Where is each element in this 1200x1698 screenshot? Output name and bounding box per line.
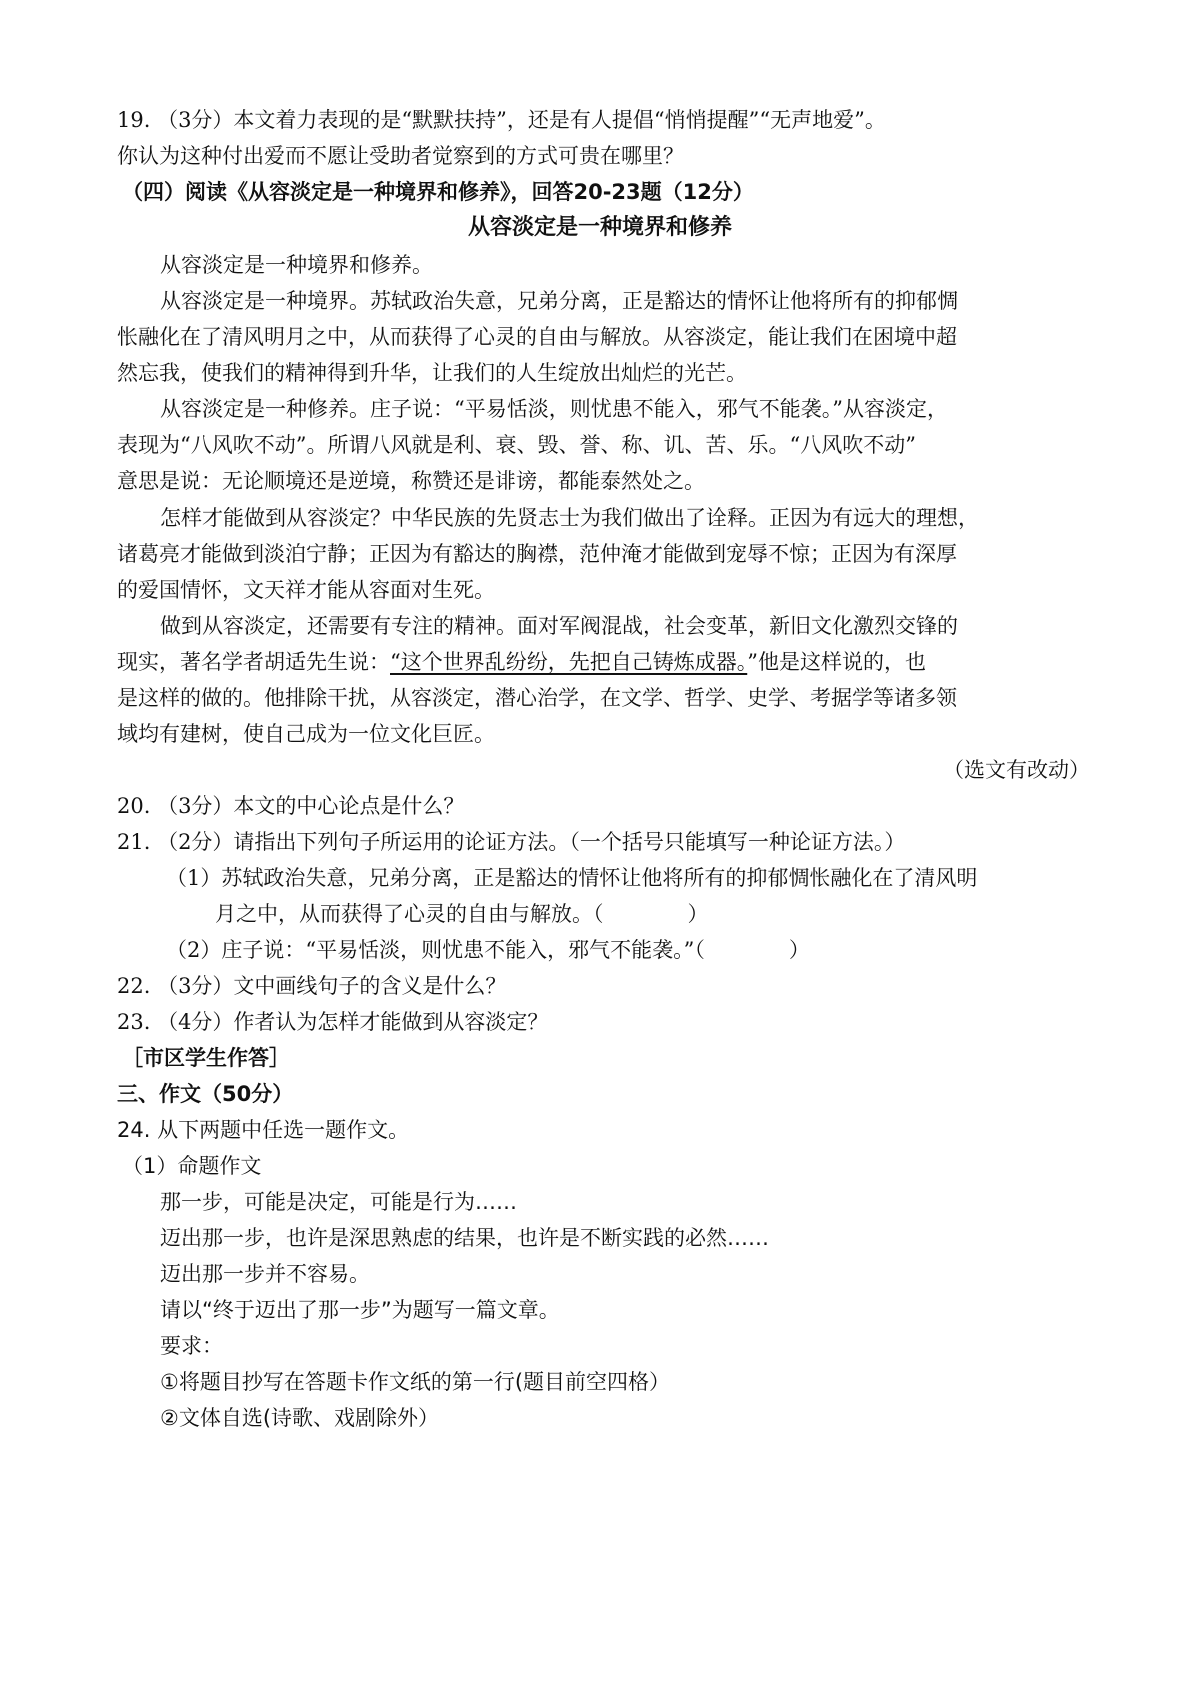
question-24: 24. 从下两题中任选一题作文。 — [117, 1118, 410, 1142]
article-paragraph-3-line-1: 从容淡定是一种修养。庄子说：“平易恬淡，则忧患不能入，邪气不能袭。”从容淡定， — [160, 397, 948, 421]
article-paragraph-2-line-1: 从容淡定是一种境界。苏轼政治失意，兄弟分离，正是豁达的情怀让他将所有的抑郁惆 — [160, 289, 958, 313]
question-19-line-2: 你认为这种付出爱而不愿让受助者觉察到的方式可贵在哪里？ — [117, 144, 684, 168]
essay-prompt-line-2: 迈出那一步，也许是深思熟虑的结果，也许是不断实践的必然…… — [160, 1226, 769, 1250]
requirements-label: 要求： — [160, 1334, 223, 1358]
article-paragraph-5-line-3: 是这样的做的。他排除干扰，从容淡定，潜心治学，在文学、哲学、史学、考据学等诸多领 — [117, 686, 957, 710]
question-21-item-1-line-2: 月之中，从而获得了心灵的自由与解放。（ ） — [215, 902, 709, 926]
paragraph-5-text-before-quote: 现实，著名学者胡适先生说： — [117, 650, 390, 674]
article-paragraph-1: 从容淡定是一种境界和修养。 — [160, 253, 433, 277]
source-note: （选文有改动） — [943, 758, 1090, 782]
question-19-line-1: 19. （3分）本文着力表现的是“默默扶持”，还是有人提倡“悄悄提醒”“无声地爱”。 — [117, 108, 886, 132]
city-students-label: ［市区学生作答］ — [122, 1046, 290, 1070]
question-21-item-1-line-1: （1）苏轼政治失意，兄弟分离，正是豁达的情怀让他将所有的抑郁惆怅融化在了清风明 — [166, 866, 978, 890]
article-paragraph-3-line-2: 表现为“八风吹不动”。所谓八风就是利、衰、毁、誉、称、讥、苦、乐。“八风吹不动” — [117, 433, 916, 457]
article-paragraph-5-line-2 — [117, 647, 1097, 677]
article-paragraph-3-line-3: 意思是说：无论顺境还是逆境，称赞还是诽谤，都能泰然处之。 — [117, 469, 705, 493]
essay-prompt-line-1: 那一步，可能是决定，可能是行为…… — [160, 1190, 517, 1214]
article-paragraph-4-line-1: 怎样才能做到从容淡定？中华民族的先贤志士为我们做出了诠释。正因为有远大的理想， — [160, 506, 979, 530]
question-21-item-2: （2）庄子说：“平易恬淡，则忧患不能入，邪气不能袭。”（ ） — [166, 938, 810, 962]
essay-prompt-line-4: 请以“终于迈出了那一步”为题写一篇文章。 — [160, 1298, 560, 1322]
article-paragraph-4-line-3: 的爱国情怀，文天祥才能从容面对生死。 — [117, 578, 495, 602]
section-3-heading: 三、作文（50分） — [117, 1082, 294, 1106]
article-paragraph-2-line-3: 然忘我，使我们的精神得到升华，让我们的人生绽放出灿烂的光芒。 — [117, 361, 747, 385]
section-4-heading: （四）阅读《从容淡定是一种境界和修养》，回答20-23题（12分） — [122, 180, 754, 204]
requirement-2: ②文体自选(诗歌、戏剧除外） — [160, 1406, 440, 1430]
question-22: 22. （3分）文中画线句子的含义是什么？ — [117, 974, 507, 998]
article-paragraph-4-line-2: 诸葛亮才能做到淡泊宁静；正因为有豁达的胸襟，范仲淹才能做到宠辱不惊；正因为有深厚 — [117, 542, 957, 566]
essay-prompt-line-3: 迈出那一步并不容易。 — [160, 1262, 370, 1286]
option-1-label: （1）命题作文 — [122, 1154, 262, 1178]
question-21: 21. （2分）请指出下列句子所运用的论证方法。（一个括号只能填写一种论证方法。） — [117, 830, 906, 854]
article-title: 从容淡定是一种境界和修养 — [467, 215, 732, 240]
article-paragraph-5-line-1: 做到从容淡定，还需要有专注的精神。面对军阀混战，社会变革，新旧文化激烈交锋的 — [160, 614, 958, 638]
question-20: 20. （3分）本文的中心论点是什么？ — [117, 794, 465, 818]
question-23: 23. （4分）作者认为怎样才能做到从容淡定？ — [117, 1010, 549, 1034]
article-paragraph-2-line-2: 怅融化在了清风明月之中，从而获得了心灵的自由与解放。从容淡定，能让我们在困境中超 — [117, 325, 957, 349]
article-paragraph-5-line-4: 域均有建树，使自己成为一位文化巨匠。 — [117, 722, 495, 746]
paragraph-5-text-after-quote: ”他是这样说的，也 — [747, 650, 926, 674]
underlined-quote: “这个世界乱纷纷，先把自己铸炼成器。 — [390, 650, 748, 674]
requirement-1: ①将题目抄写在答题卡作文纸的第一行(题目前空四格） — [160, 1370, 671, 1394]
